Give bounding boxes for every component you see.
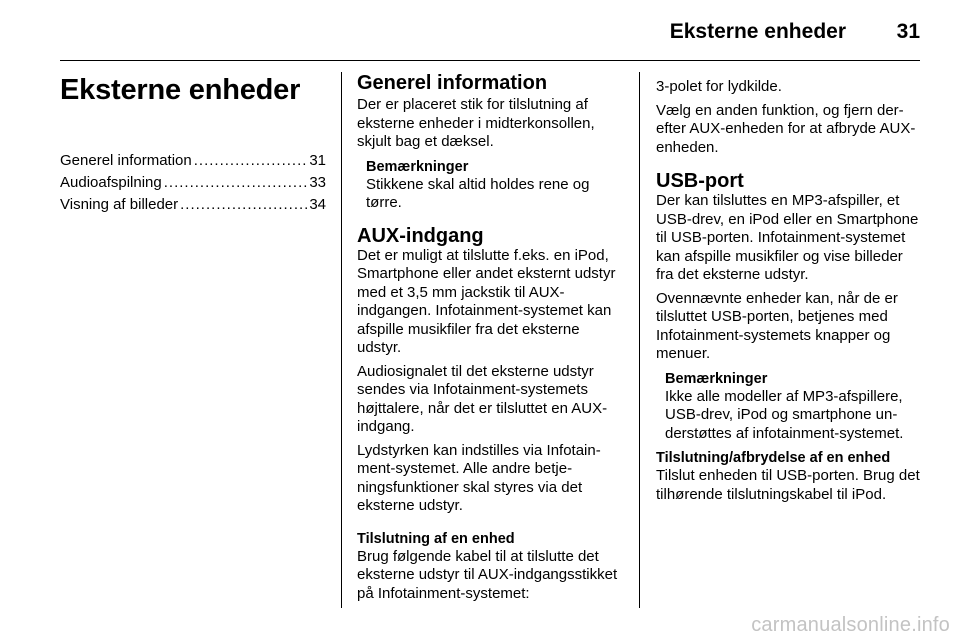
toc-entry-page: 33 — [309, 174, 326, 191]
toc-leader-dots — [164, 172, 308, 194]
paragraph: Ovennævnte enheder kan, når de er tilsluttet USB-porten, betjenes med Infotainment-systemets knapper og menuer. — [656, 289, 898, 362]
column-toc — [60, 72, 326, 216]
paragraph: Der kan tilsluttes en MP3-afspiller, et USB-drev, en iPod eller en Smartphone til USB-porten. Infotainment-systemet kan afspille musikfiler og vise billeder fra det eksterne udstyr. — [656, 192, 919, 283]
note-box — [656, 370, 922, 444]
toc-entry-page: 31 — [309, 152, 326, 169]
subheading-connect-device: Tilslutning af en enhed — [357, 530, 515, 547]
section-heading-general-information: Generel information — [357, 72, 548, 94]
column-general-info — [357, 72, 623, 603]
note-box — [357, 158, 623, 213]
page-number: 31 — [896, 20, 920, 43]
chapter-title: Eksterne enheder — [60, 74, 301, 106]
paragraph: Der er placeret stik for tilslutning af eksterne enheder i midterkonsollen, skjult bag et dæksel. — [357, 96, 595, 150]
toc-leader-dots — [194, 150, 308, 172]
paragraph: 3-polet for lydkilde. — [656, 78, 782, 95]
column-divider-2 — [639, 72, 640, 608]
paragraph: Tilslut enheden til USB-porten. Brug det tilhørende tilslutningskabel til iPod. — [656, 467, 920, 503]
page-header — [60, 14, 920, 64]
toc-leader-dots — [180, 194, 307, 216]
section-heading-usb-port: USB-port — [656, 170, 744, 192]
toc-entry-page: 34 — [309, 196, 326, 213]
subheading-connect-disconnect-device: Tilslutning/afbrydelse af en enhed — [656, 450, 891, 466]
paragraph: Audiosignalet til det eksterne udstyr sendes via Infotainment-systemets højttalere, når det er tilsluttet en AUX-indgang. — [357, 362, 608, 435]
note-text: Stikkene skal altid holdes rene og tørre. — [366, 175, 590, 211]
paragraph: Lydstyrken kan indstilles via Infotainment-systemet. Alle andre betjeningsfunktioner skal styres via det eksterne udstyr. — [357, 441, 601, 514]
column-divider-1 — [341, 72, 342, 608]
section-heading-aux: AUX-indgang — [357, 224, 484, 247]
note-text: Ikke alle modeller af MP3-afspillere, USB-drev, iPod og smartphone understøttes af infotainment-systemet. — [665, 387, 904, 442]
note-heading: Bemærkninger — [665, 370, 768, 387]
toc-entry-label: Generel information — [60, 152, 192, 169]
paragraph: Vælg en anden funktion, og fjern derefter AUX-enheden for at afbryde AUX-enheden. — [656, 101, 916, 156]
toc-entry-label: Audioafspilning — [60, 174, 162, 191]
paragraph: Det er muligt at tilslutte f.eks. en iPod, Smartphone eller andet eksternt udstyr med et 3,5 mm jackstik til AUX-indgangen. Infotainment-systemet kan afspille musikfiler fra det eksterne udstyr. — [357, 246, 616, 356]
toc-entry[interactable] — [60, 194, 326, 216]
column-usb — [656, 72, 922, 504]
toc-entry[interactable] — [60, 172, 326, 194]
paragraph: Brug følgende kabel til at tilslutte det eksterne udstyr til AUX-indgangsstikket på Infotainment-systemet: — [357, 547, 618, 602]
toc-entry-label: Visning af billeder — [60, 196, 179, 213]
header-rule — [60, 60, 920, 61]
running-title: Eksterne enheder — [669, 20, 846, 43]
watermark: carmanualsonline.info — [751, 614, 950, 636]
note-heading: Bemærkninger — [366, 158, 469, 175]
table-of-contents — [60, 150, 326, 216]
toc-entry[interactable] — [60, 150, 326, 172]
